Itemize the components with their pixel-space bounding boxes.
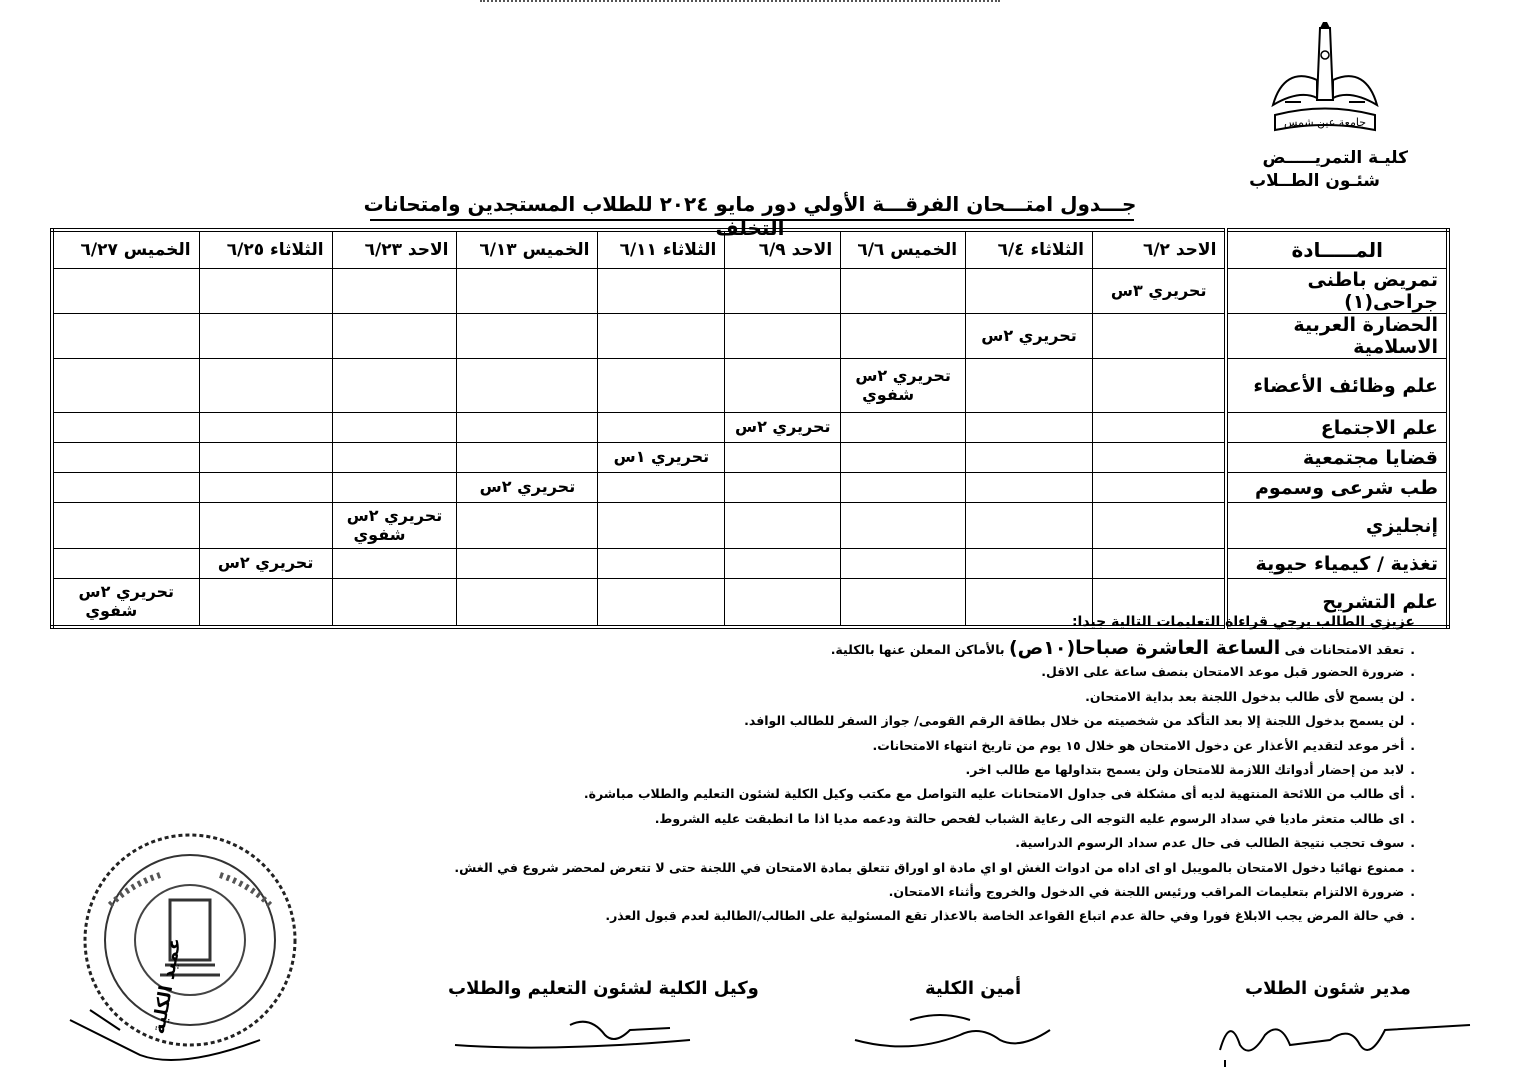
table-row (52, 314, 1448, 359)
schedule-cell (332, 314, 457, 359)
schedule-cell (598, 503, 725, 549)
schedule-cell (199, 269, 332, 314)
subject-cell: علم التشريح (1226, 579, 1448, 627)
dean-signature-label: عميد الكلية (148, 936, 186, 1036)
table-row (52, 443, 1448, 473)
schedule-cell (598, 314, 725, 359)
day-header: الاحد ٦/٩ (725, 230, 841, 269)
schedule-cell (966, 503, 1093, 549)
schedule-cell (841, 443, 966, 473)
schedule-cell (841, 359, 966, 413)
schedule-cell (598, 269, 725, 314)
exam-time-highlight: الساعة العاشرة صباحا(١٠ص) (1009, 637, 1281, 659)
schedule-cell (966, 314, 1093, 359)
list-item: .أخر موعد لتقديم الأعذار عن دخول الامتحان هو خلال ١٥ يوم من تاريخ انتهاء الامتحانات. (872, 737, 1415, 753)
department-name: شئـون الطــلاب (1249, 171, 1380, 191)
schedule-cell (52, 579, 199, 627)
schedule-cell (332, 443, 457, 473)
instructions-list (400, 636, 1415, 929)
secretary-signature-label: أمين الكلية (925, 978, 1022, 999)
schedule-cell (966, 473, 1093, 503)
schedule-cell (457, 579, 598, 627)
table-row (52, 473, 1448, 503)
schedule-cell (1092, 503, 1226, 549)
schedule-cell (457, 413, 598, 443)
subject-cell: طب شرعى وسموم (1226, 473, 1448, 503)
schedule-cell (332, 503, 457, 549)
schedule-cell (457, 549, 598, 579)
list-item: .لن يسمح بدخول اللجنة إلا بعد التأكد من شخصيته من خلال بطاقة الرقم القومى/ جواز السفر للطالب الوافد. (744, 713, 1415, 729)
schedule-cell (841, 549, 966, 579)
list-item: .في حالة المرض يجب الابلاغ فورا وفي حالة عدم اتباع القواعد الخاصة بالاعذار تقع المسئولية على الطالب/الطالبة لعدم قبول العذر. (605, 908, 1415, 924)
table-row (52, 269, 1448, 314)
day-header: الخميس ٦/٢٧ (52, 230, 199, 269)
schedule-cell (1092, 443, 1226, 473)
schedule-cell (1092, 359, 1226, 413)
schedule-cell (1092, 269, 1226, 314)
schedule-cell (332, 269, 457, 314)
title-underline (370, 219, 1134, 221)
schedule-cell (725, 473, 841, 503)
exam-type: تحريري ٢س (78, 582, 175, 602)
schedule-cell (1092, 549, 1226, 579)
logo-text: جامعة عين شمس (1283, 116, 1367, 129)
schedule-cell (725, 269, 841, 314)
exam-type: تحريري ٣س (1110, 280, 1207, 300)
subject-header: المـــــادة (1226, 230, 1448, 269)
subject-cell: علم الاجتماع (1226, 413, 1448, 443)
exam-type: تحريري ٢س (855, 366, 951, 386)
table-row (52, 359, 1448, 413)
exam-schedule-table (50, 228, 1450, 629)
schedule-cell (332, 549, 457, 579)
schedule-cell (52, 413, 199, 443)
schedule-cell (52, 549, 199, 579)
schedule-cell (52, 359, 199, 413)
list-item: .تعقد الامتحانات فى الساعة العاشرة صباحا(١٠ص) بالأماكن المعلن عنها بالكلية. (830, 637, 1415, 659)
schedule-cell (52, 314, 199, 359)
schedule-cell (966, 269, 1093, 314)
day-header: الخميس ٦/١٣ (457, 230, 598, 269)
schedule-cell (457, 359, 598, 413)
exam-type: تحريري ٢س (981, 325, 1077, 345)
schedule-cell (332, 413, 457, 443)
secretary-handwritten-signature (850, 1000, 1080, 1060)
schedule-cell (457, 503, 598, 549)
schedule-cell (52, 473, 199, 503)
list-item: .لابد من إحضار أدواتك اللازمة للامتحان ولن يسمح بتداولها مع طالب اخر. (965, 761, 1415, 777)
schedule-cell (598, 549, 725, 579)
schedule-cell (1092, 473, 1226, 503)
list-item: .أى طالب من اللائحة المنتهية لديه أى مشكلة فى جداول الامتحانات عليه التواصل مع مكتب وكيل الكلية لشئون التعليم والطلاب مباشرة. (583, 786, 1415, 802)
schedule-cell (457, 443, 598, 473)
page-title: جـــدول امتـــحان الفرقـــة الأولي دور مايو ٢٠٢٤ للطلاب المستجدين وامتحانات التخلف (363, 192, 1137, 240)
schedule-cell (199, 503, 332, 549)
schedule-cell (332, 359, 457, 413)
schedule-cell (725, 359, 841, 413)
schedule-cell (598, 413, 725, 443)
schedule-cell (725, 314, 841, 359)
schedule-cell (199, 413, 332, 443)
schedule-cell (199, 359, 332, 413)
exam-type-extra: شفوي (85, 600, 138, 620)
exam-type: تحريري ٢س (734, 417, 831, 437)
schedule-cell (966, 549, 1093, 579)
schedule-cell (457, 473, 598, 503)
subject-cell: تمريض باطنى جراحى(١) (1226, 269, 1448, 314)
schedule-cell (725, 443, 841, 473)
subject-cell: تغذية / كيمياء حيوية (1226, 549, 1448, 579)
day-header: الثلاثاء ٦/١١ (598, 230, 725, 269)
schedule-cell (725, 549, 841, 579)
schedule-cell (725, 413, 841, 443)
schedule-cell (199, 549, 332, 579)
schedule-cell (199, 443, 332, 473)
schedule-cell (966, 359, 1093, 413)
schedule-cell (332, 473, 457, 503)
vice-dean-signature-label: وكيل الكلية لشئون التعليم والطلاب (448, 978, 759, 999)
list-item: .ممنوع نهائيا دخول الامتحان بالمويبل او اى اداه من ادوات الغش او اي مادة او اوراق تتعلق بمادة الامتحان في اللجنة حتى لا تتعرض لمحضر شروع في الغش. (454, 859, 1415, 875)
subject-cell: إنجليزي (1226, 503, 1448, 549)
schedule-cell (199, 314, 332, 359)
schedule-cell (457, 314, 598, 359)
schedule-cell (841, 503, 966, 549)
list-item: .اى طالب متعثر ماديا في سداد الرسوم عليه التوجه الى رعاية الشباب لفحص حالتة ودعمه مديا اذا ما انطبقت عليه الشروط. (654, 810, 1415, 826)
schedule-cell (841, 269, 966, 314)
schedule-cell (598, 443, 725, 473)
list-item: .ضرورة الحضور قبل موعد الامتحان بنصف ساعة على الاقل. (1041, 664, 1415, 680)
schedule-cell (199, 579, 332, 627)
exam-type-extra: شفوي (862, 384, 915, 404)
subject-cell: علم وظائف الأعضاء (1226, 359, 1448, 413)
table-row (52, 503, 1448, 549)
exam-type: تحريري ٢س (346, 506, 443, 526)
schedule-cell (598, 359, 725, 413)
schedule-cell (725, 503, 841, 549)
day-header: الاحد ٦/٢ (1092, 230, 1226, 269)
schedule-cell (841, 314, 966, 359)
list-item: .لن يسمح لأى طالب بدخول اللجنة بعد بداية الامتحان. (1085, 688, 1415, 704)
table-row (52, 413, 1448, 443)
table-row (52, 549, 1448, 579)
schedule-cell (199, 473, 332, 503)
exam-type-extra: شفوي (353, 524, 406, 544)
schedule-cell (1092, 314, 1226, 359)
exam-type: تحريري ٢س (479, 477, 576, 497)
dean-handwritten-signature (60, 1000, 290, 1075)
schedule-cell (52, 269, 199, 314)
day-header: الخميس ٦/٦ (841, 230, 966, 269)
schedule-cell (841, 413, 966, 443)
day-header: الاحد ٦/٢٣ (332, 230, 457, 269)
top-dotted-line (480, 0, 1000, 5)
university-logo (1265, 20, 1385, 140)
director-handwritten-signature (1210, 1005, 1480, 1070)
schedule-cell (457, 269, 598, 314)
schedule-cell (598, 473, 725, 503)
subject-cell: قضايا مجتمعية (1226, 443, 1448, 473)
day-header: الثلاثاء ٦/٤ (966, 230, 1093, 269)
list-item: .سوف تحجب نتيجة الطالب فى حال عدم سداد الرسوم الدراسية. (1015, 835, 1415, 851)
exam-type: تحريري ٢س (217, 553, 314, 573)
list-item: .ضرورة الالتزام بتعليمات المراقب ورئيس اللجنة في الدخول والخروج وأثناء الامتحان. (888, 883, 1415, 899)
subject-cell: الحضارة العربية الاسلامية (1226, 314, 1448, 359)
exam-type: تحريري ١س (613, 447, 710, 467)
schedule-cell (966, 443, 1093, 473)
table-header-row (52, 230, 1448, 269)
director-signature-label: مدير شئون الطلاب (1245, 978, 1411, 999)
day-header: الثلاثاء ٦/٢٥ (199, 230, 332, 269)
schedule-cell (966, 413, 1093, 443)
vice-dean-handwritten-signature (450, 1010, 700, 1055)
instructions-intro: عزيزى الطالب يرجي قراءاة التعليمات التالية جيدا: (1071, 614, 1415, 630)
faculty-name: كليـة التمريـــــض (1262, 148, 1408, 168)
schedule-cell (52, 443, 199, 473)
schedule-cell (52, 503, 199, 549)
schedule-cell (332, 579, 457, 627)
schedule-cell (1092, 413, 1226, 443)
schedule-cell (841, 473, 966, 503)
